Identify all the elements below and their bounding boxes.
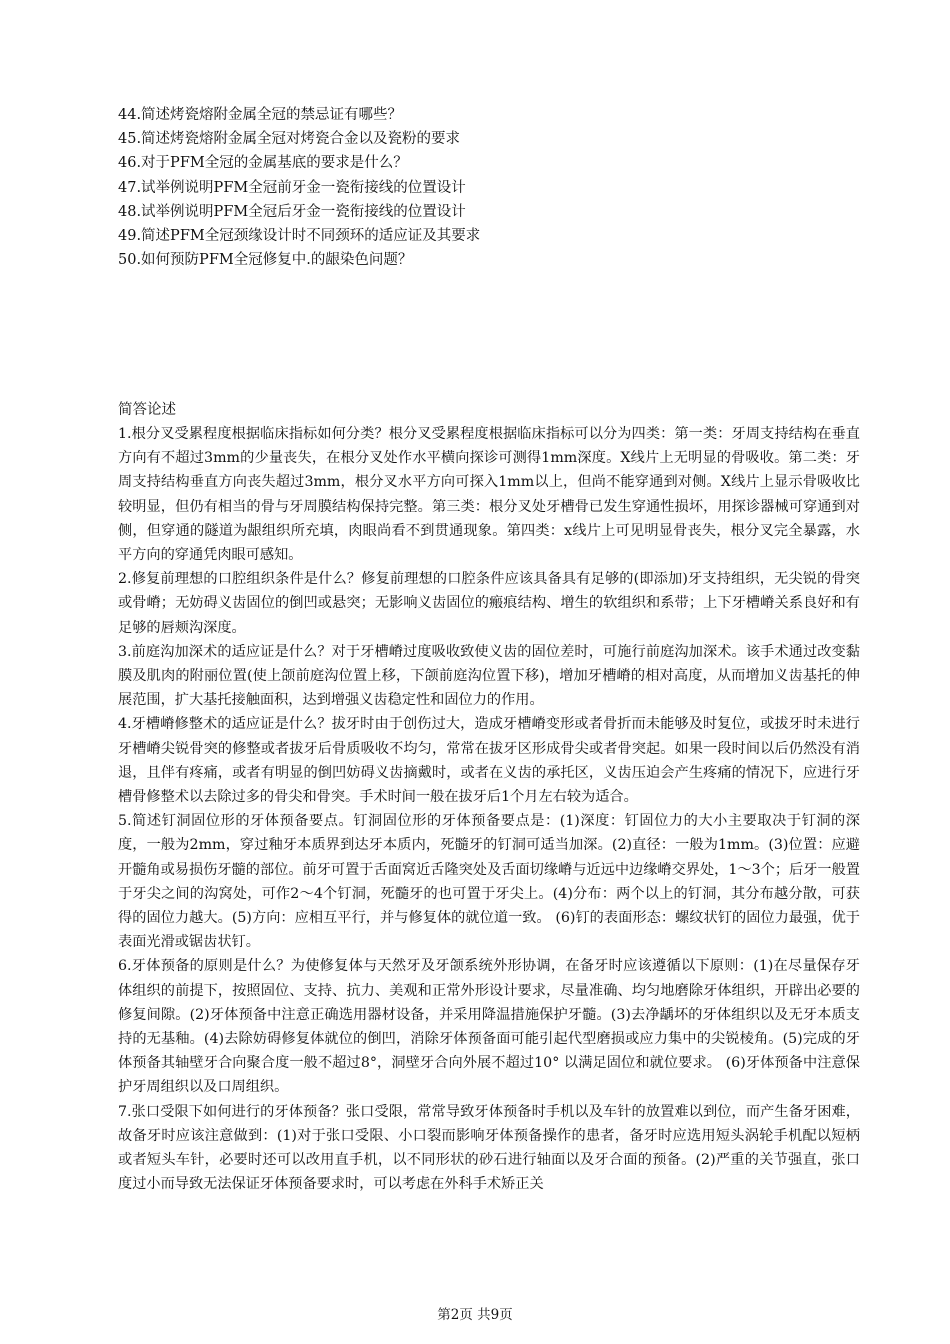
question-item: 45.简述烤瓷熔附金属全冠对烤瓷合金以及瓷粉的要求 [118,131,461,148]
question-item: 50.如何预防PFM全冠修复中.的龈染色问题？ [118,252,413,269]
answer-paragraph: 7.张口受限下如何进行的牙体预备？张口受限，常常导致牙体预备时手机以及车针的放置难以到位，而产生备牙困难，故备牙时应该注意做到：(1)对于张口受限、小口裂而影响牙体预备操作的患者，备牙时应选用短头涡轮手机配以短柄或者短头车针，必要时还可以改用直手机，以不同形状的砂石进行轴面以及牙合面的预备。(2)严重的关节强直，张口度过小而导致无法保证牙体预备要求时，可以考虑在外科手术矫正关 [118,1103,860,1193]
answer-paragraph: 6.牙体预备的原则是什么？为使修复体与天然牙及牙颌系统外形协调，在备牙时应该遵循以下原则：(1)在尽量保存牙体组织的前提下，按照固位、支持、抗力、美观和正常外形设计要求，尽量准确、均匀地磨除牙体组织，开辟出必要的修复间隙。(2)牙体预备中注意正确选用器材设备，并采用降温措施保护牙髓。(3)去净龋坏的牙体组织以及无牙本质支持的无基釉。(4)去除妨碍修复体就位的倒凹，消除牙体预备面可能引起代型磨损或应力集中的尖锐棱角。(5)完成的牙体预备其轴壁牙合向聚合度一般不超过8°，洞壁牙合向外展不超过10° 以满足固位和就位要求。 (6)牙体预备中注意保护牙周组织以及口周组织。 [118,958,860,1096]
question-item: 44.简述烤瓷熔附金属全冠的禁忌证有哪些？ [118,107,403,123]
answer-paragraph: 2.修复前理想的口腔组织条件是什么？修复前理想的口腔条件应该具备具有足够的(即添加)牙支持组织，无尖锐的骨突或骨嵴；无妨碍义齿固位的倒凹或悬突；无影响义齿固位的瘢痕结构、增生的软组织和系带；上下牙槽嵴关系良好和有足够的唇颊沟深度。 [118,571,860,636]
answer-paragraph: 3.前庭沟加深术的适应证是什么？对于牙槽嵴过度吸收致使义齿的固位差时，可施行前庭沟加深术。该手术通过改变黏膜及肌肉的附丽位置(使上颌前庭沟位置上移，下颌前庭沟位置下移)，增加牙槽嵴的相对高度，从而增加义齿基托的伸展范围，扩大基托接触面积，达到增强义齿稳定性和固位力的作用。 [118,643,860,709]
question-list [118,103,838,272]
question-item: 47.试举例说明PFM全冠前牙金一瓷衔接线的位置设计 [118,179,466,196]
question-item: 48.试举例说明PFM全冠后牙金一瓷衔接线的位置设计 [118,203,466,220]
answer-paragraph: 5.简述钉洞固位形的牙体预备要点。钉洞固位形的牙体预备要点是：(1)深度：钉固位力的大小主要取决于钉洞的深度，一般为2mm，穿过釉牙本质界到达牙本质内，死髓牙的钉洞可适当加深。(2)直径：一般为1mm。(3)位置：应避开髓角或易损伤牙髓的部位。前牙可置于舌面窝近舌隆突处及舌面切缘嵴与近远中边缘嵴交界处，1～3个；后牙一般置于牙尖之间的沟窝处，可作2～4个钉洞，死髓牙的也可置于牙尖上。(4)分布：两个以上的钉洞，其分布越分散，可获得的固位力越大。(5)方向：应相互平行，并与修复体的就位道一致。 (6)钉的表面形态：螺纹状钉的固位力最强，优于表面光滑或锯齿状钉。 [118,813,860,951]
section-title: 简答论述 [118,402,176,418]
answer-paragraph: 1.根分叉受累程度根据临床指标如何分类？根分叉受累程度根据临床指标可以分为四类：第一类：牙周支持结构在垂直方向有不超过3mm的少量丧失，在根分叉处作水平横向探诊可测得1mm深度。X线片上无明显的骨吸收。第二类：牙周支持结构垂直方向丧失超过3mm，根分叉水平方向可探入1mm以上，但尚不能穿通到对侧。X线片上显示骨吸收比较明显，但仍有相当的骨与牙周膜结构保持完整。第三类：根分叉处牙槽骨已发生穿通性损坏，用探诊器械可穿通到对侧，但穿通的隧道为龈组织所充填，肉眼尚看不到贯通现象。第四类：x线片上可见明显骨丧失，根分叉完全暴露，水平方向的穿通凭肉眼可感知。 [118,426,860,564]
answer-paragraph: 4.牙槽嵴修整术的适应证是什么？拔牙时由于创伤过大，造成牙槽嵴变形或者骨折而未能够及时复位，或拔牙时未进行牙槽嵴尖锐骨突的修整或者拔牙后骨质吸收不均匀，常常在拔牙区形成骨尖或者骨突起。如果一段时间以后仍然没有消退，且伴有疼痛，或者有明显的倒凹妨碍义齿摘戴时，或者在义齿的承托区，义齿压迫会产生疼痛的情况下，应进行牙槽骨修整术以去除过多的骨尖和骨突。手术时间一般在拔牙后1个月左右较为适合。 [118,716,860,806]
question-item: 46.对于PFM全冠的金属基底的要求是什么？ [118,155,408,172]
question-item: 49.简述PFM全冠颈缘设计时不同颈环的适应证及其要求 [118,227,481,244]
page-footer: 第2页 共9页 [437,1307,513,1323]
answers-section [118,398,860,1197]
